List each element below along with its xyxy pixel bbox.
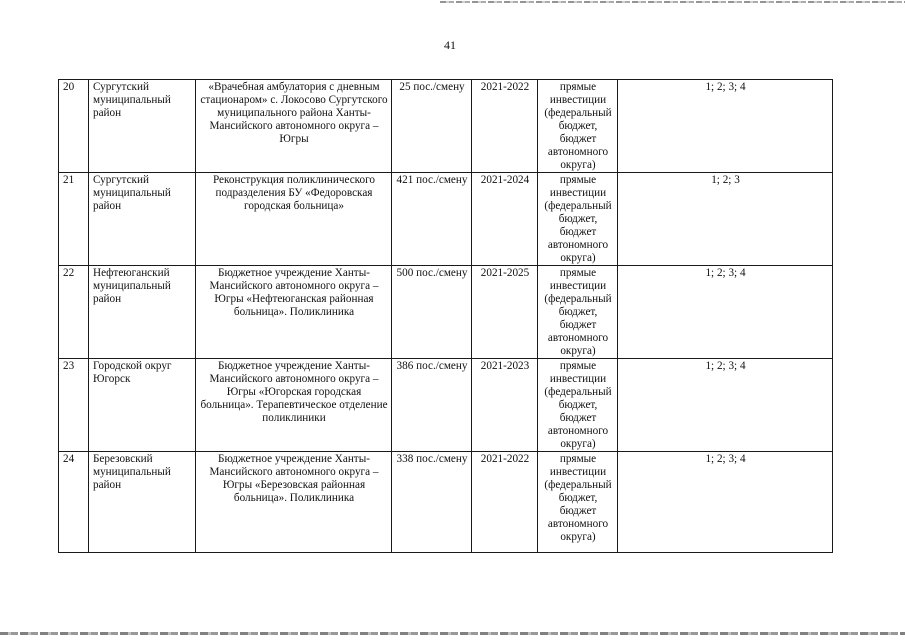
- capacity-cell: 500 пос./смену: [392, 266, 472, 359]
- period-cell: 2021-2025: [472, 266, 538, 359]
- table-row: [59, 173, 833, 266]
- object-cell: Бюджетное учреждение Ханты-Мансийского автономного округа – Югры «Югорская городская больница». Терапевтическое отделение поликлиники: [196, 359, 392, 452]
- table-row: [59, 359, 833, 452]
- financing-cell: прямые инвестиции (федеральный бюджет, бюджет автономного округа): [538, 80, 618, 173]
- scan-edge-bottom: [0, 632, 905, 635]
- financing-cell: прямые инвестиции (федеральный бюджет, бюджет автономного округа): [538, 173, 618, 266]
- references-cell: 1; 2; 3; 4: [618, 80, 833, 173]
- municipality-cell: Березовский муниципальный район: [89, 452, 196, 553]
- row-number: 20: [59, 80, 89, 173]
- row-number: 21: [59, 173, 89, 266]
- investment-objects-table: [58, 79, 833, 553]
- row-number: 22: [59, 266, 89, 359]
- municipality-cell: Сургутский муниципальный район: [89, 80, 196, 173]
- financing-cell: прямые инвестиции (федеральный бюджет, бюджет автономного округа): [538, 266, 618, 359]
- capacity-cell: 386 пос./смену: [392, 359, 472, 452]
- period-cell: 2021-2022: [472, 80, 538, 173]
- references-cell: 1; 2; 3; 4: [618, 266, 833, 359]
- table-row: [59, 80, 833, 173]
- object-cell: Бюджетное учреждение Ханты-Мансийского автономного округа – Югры «Нефтеюганская районная больница». Поликлиника: [196, 266, 392, 359]
- financing-cell: прямые инвестиции (федеральный бюджет, бюджет автономного округа): [538, 359, 618, 452]
- financing-cell: прямые инвестиции (федеральный бюджет, бюджет автономного округа): [538, 452, 618, 553]
- period-cell: 2021-2023: [472, 359, 538, 452]
- row-number: 24: [59, 452, 89, 553]
- capacity-cell: 25 пос./смену: [392, 80, 472, 173]
- object-cell: «Врачебная амбулатория с дневным стационаром» с. Локосово Сургутского муниципального района Ханты-Мансийского автономного округа – Югры: [196, 80, 392, 173]
- object-cell: Бюджетное учреждение Ханты-Мансийского автономного округа – Югры «Березовская районная больница». Поликлиника: [196, 452, 392, 553]
- scan-edge-top: [440, 1, 905, 3]
- page-number: 41: [444, 38, 456, 52]
- capacity-cell: 421 пос./смену: [392, 173, 472, 266]
- period-cell: 2021-2022: [472, 452, 538, 553]
- object-cell: Реконструкция поликлинического подразделения БУ «Федоровская городская больница»: [196, 173, 392, 266]
- table-row: [59, 266, 833, 359]
- row-number: 23: [59, 359, 89, 452]
- references-cell: 1; 2; 3; 4: [618, 359, 833, 452]
- municipality-cell: Нефтеюганский муниципальный район: [89, 266, 196, 359]
- municipality-cell: Городской округ Югорск: [89, 359, 196, 452]
- references-cell: 1; 2; 3; 4: [618, 452, 833, 553]
- municipality-cell: Сургутский муниципальный район: [89, 173, 196, 266]
- references-cell: 1; 2; 3: [618, 173, 833, 266]
- period-cell: 2021-2024: [472, 173, 538, 266]
- capacity-cell: 338 пос./смену: [392, 452, 472, 553]
- table-row: [59, 452, 833, 553]
